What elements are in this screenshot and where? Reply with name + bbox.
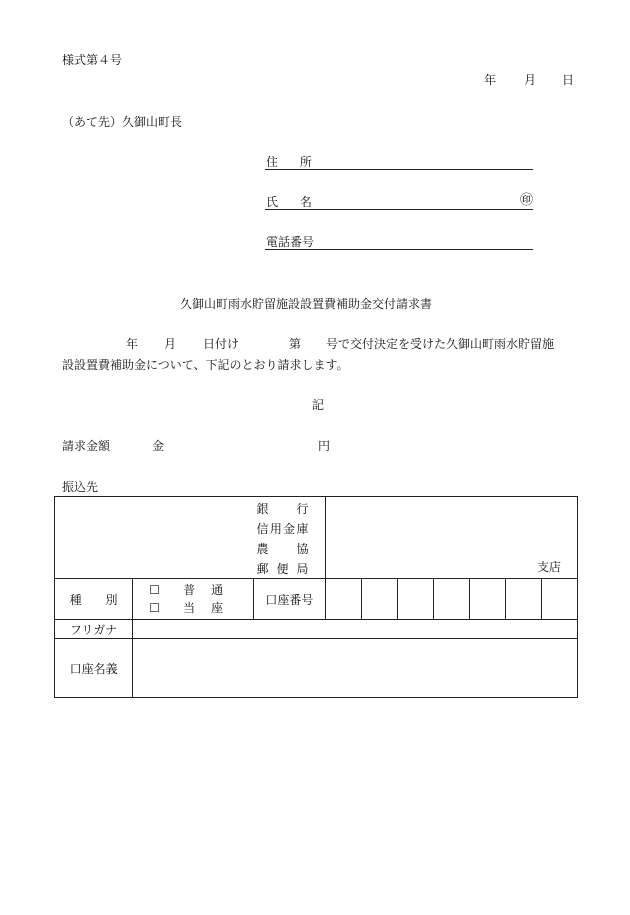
kind-label-cell <box>55 579 133 620</box>
toza-checkbox[interactable]: ☐ <box>149 601 160 615</box>
furigana-label: フリガナ <box>55 620 133 639</box>
body-month: 月 <box>164 337 177 351</box>
date-day-label: 日 <box>562 73 575 87</box>
ki-heading: 記 <box>312 398 325 412</box>
date-year-label: 年 <box>484 73 497 87</box>
account-holder-label: 口座名義 <box>55 639 133 698</box>
branch-label: 支店 <box>536 560 561 574</box>
transfer-section-label: 振込先 <box>62 480 99 494</box>
phone-underline[interactable] <box>265 249 533 250</box>
institution-bank: 銀 行 <box>256 502 309 516</box>
account-digit-1[interactable] <box>325 579 361 620</box>
institution-post: 郵便局 <box>256 562 309 576</box>
institution-type-cell <box>55 497 326 579</box>
phone-label: 電話番号 <box>266 235 315 249</box>
account-kind-options <box>133 579 254 620</box>
amount-label: 請求金額 <box>62 439 111 453</box>
institution-shinkin: 信用金庫 <box>256 522 309 536</box>
form-number: 様式第４号 <box>62 53 123 67</box>
body-no-prefix: 第 <box>289 337 302 351</box>
account-number-label: 口座番号 <box>254 579 325 620</box>
kind-label: 種 別 <box>69 592 118 607</box>
date-month-label: 月 <box>524 73 537 87</box>
address-underline[interactable] <box>265 169 533 170</box>
body-year: 年 <box>126 337 139 351</box>
body-line1-rest: 号で交付決定を受けた久御山町雨水貯留施 <box>326 337 555 351</box>
institution-type-list <box>257 499 309 579</box>
toza-label: 当 座 <box>183 601 224 615</box>
account-digit-3[interactable] <box>397 579 433 620</box>
option-toza[interactable] <box>133 599 253 617</box>
option-futsu[interactable] <box>133 581 253 599</box>
furigana-field[interactable] <box>133 620 578 639</box>
seal-mark: ㊞ <box>520 193 534 208</box>
futsu-label: 普 通 <box>183 583 224 597</box>
account-digit-5[interactable] <box>469 579 505 620</box>
account-digit-4[interactable] <box>433 579 469 620</box>
body-dated: 日付け <box>203 337 240 351</box>
account-holder-field[interactable] <box>133 639 578 698</box>
institution-nokyo: 農 協 <box>256 542 309 556</box>
bank-transfer-table <box>54 496 578 698</box>
account-digit-2[interactable] <box>361 579 397 620</box>
document-title: 久御山町雨水貯留施設設置費補助金交付請求書 <box>180 297 433 311</box>
name-underline[interactable] <box>265 209 533 210</box>
account-digit-7[interactable] <box>541 579 577 620</box>
amount-yen: 円 <box>318 439 331 453</box>
name-label: 氏 名 <box>266 195 312 209</box>
body-line2: 設設置費補助金について、下記のとおり請求します。 <box>62 358 349 372</box>
address-label: 住 所 <box>266 155 312 169</box>
futsu-checkbox[interactable]: ☐ <box>149 583 160 597</box>
branch-cell[interactable] <box>325 497 578 579</box>
account-digit-6[interactable] <box>505 579 541 620</box>
amount-kin: 金 <box>152 439 165 453</box>
addressee: （あて先）久御山町長 <box>62 115 183 129</box>
